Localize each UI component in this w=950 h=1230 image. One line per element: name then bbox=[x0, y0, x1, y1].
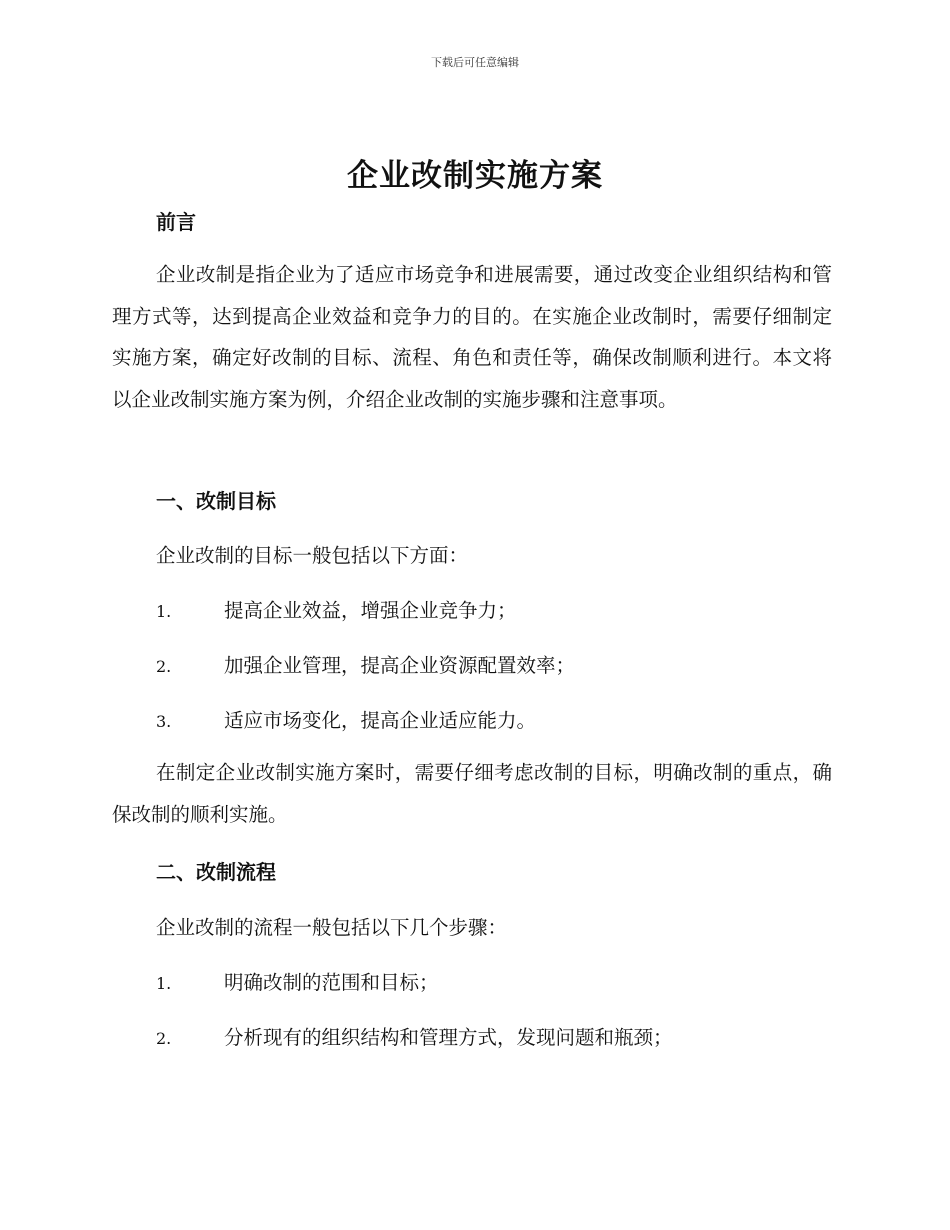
list-item bbox=[156, 705, 536, 733]
list-text: 提高企业效益，增强企业竞争力； bbox=[224, 599, 517, 622]
list-number: 1. bbox=[156, 602, 172, 621]
list-text: 适应市场变化，提高企业适应能力。 bbox=[224, 709, 537, 732]
header-note: 下载后可任意编辑 bbox=[431, 56, 519, 69]
list-item bbox=[156, 1022, 673, 1050]
section2-intro: 企业改制的流程一般包括以下几个步骤： bbox=[156, 916, 508, 939]
preface-heading: 前言 bbox=[156, 210, 196, 234]
section2-heading: 二、改制流程 bbox=[156, 860, 276, 884]
list-number: 3. bbox=[156, 712, 172, 731]
list-text: 明确改制的范围和目标； bbox=[224, 971, 439, 994]
section1-intro: 企业改制的目标一般包括以下方面： bbox=[156, 544, 469, 567]
list-text: 加强企业管理，提高企业资源配置效率； bbox=[224, 654, 576, 677]
section1-closing: 在制定企业改制实施方案时，需要仔细考虑改制的目标，明确改制的重点，确保改制的顺利实施。 bbox=[112, 761, 832, 826]
list-number: 2. bbox=[156, 657, 172, 676]
document-title: 企业改制实施方案 bbox=[347, 158, 603, 194]
list-text: 分析现有的组织结构和管理方式，发现问题和瓶颈； bbox=[224, 1026, 673, 1049]
list-number: 1. bbox=[156, 974, 172, 993]
list-number: 2. bbox=[156, 1029, 172, 1048]
preface-paragraph: 企业改制是指企业为了适应市场竞争和进展需要，通过改变企业组织结构和管理方式等，达到提高企业效益和竞争力的目的。在实施企业改制时，需要仔细制定实施方案，确定好改制的目标、流程、角色和责任等，确保改制顺利进行。本文将以企业改制实施方案为例，介绍企业改制的实施步骤和注意事项。 bbox=[112, 263, 832, 411]
list-item bbox=[156, 967, 439, 995]
list-item bbox=[156, 595, 517, 623]
list-item bbox=[156, 650, 575, 678]
section1-heading: 一、改制目标 bbox=[156, 489, 276, 513]
